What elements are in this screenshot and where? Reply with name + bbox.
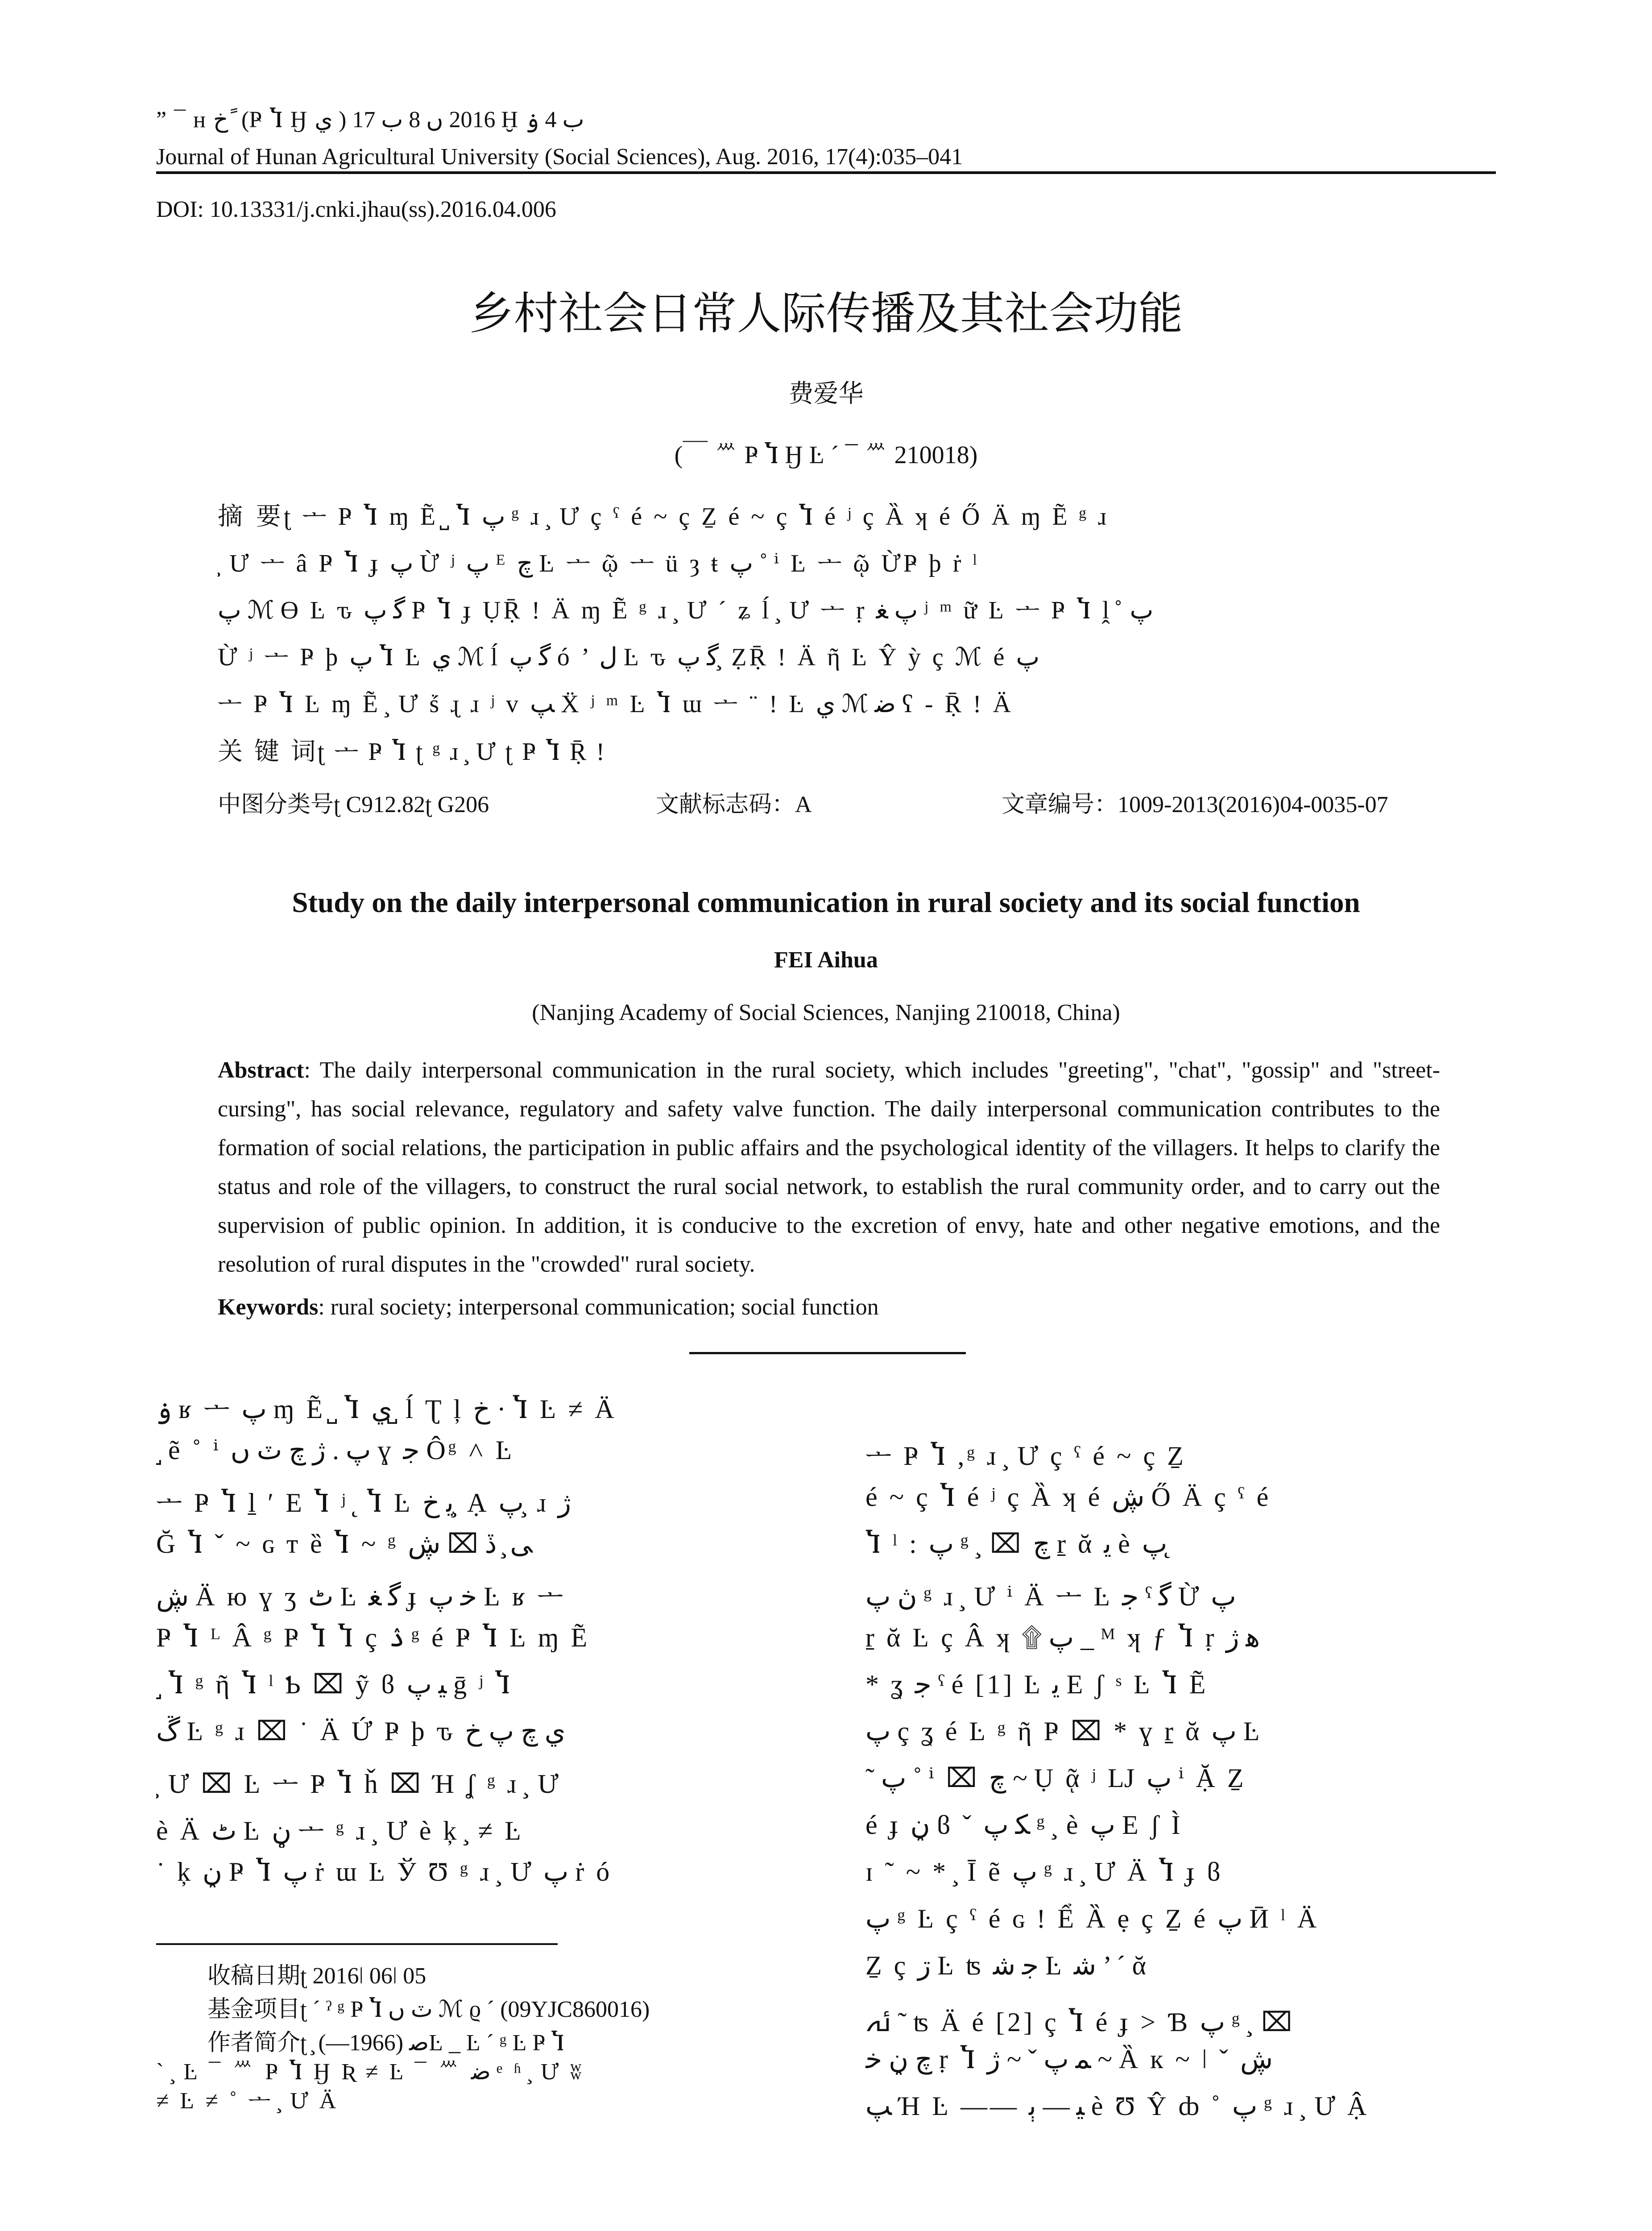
article-no-value: 1009-2013(2016)04-0035-07 — [1118, 792, 1388, 817]
keywords-cn-text: ᅩ Ҏ Ⴈ ʈ ᵍ ɹ ̧ Ư ʈ Ҏ Ⴈ Ṝ ǃ — [334, 738, 607, 766]
body-left-line: ̧ Ư ⌧ Ŀ ᅩ Ҏ Ⴈ ȟ ⌧ Ή ʆ ᵍ ɹ ̧ Ư — [156, 1769, 561, 1799]
keywords-cn-label: 关 键 词 — [218, 737, 318, 766]
author-bio — [207, 2024, 564, 2057]
fund-label: 基金项目 — [207, 1996, 301, 2023]
body-left-line: ڴ Ŀ ᵍ ɹ ⌧ ˙ Ä Ứ Ҏ ϸ ԏ ي ﭺ پ ﺥ — [156, 1717, 566, 1746]
abstract-en-label: Abstract — [218, 1057, 304, 1083]
keywords-en — [218, 1294, 879, 1320]
body-right-line: ﭗ Ή Ŀ —— ﯿ — ﭔ è Ʊ Ŷ ȸ ˚ پ ᵍ ɹ ̧ Ư Ậ — [865, 2091, 1370, 2121]
title-en: Study on the daily interpersonal communication in rural society and its social function — [292, 887, 1360, 919]
body-left-line: Ҏ Ⴈ ᴸ Â ᵍ Ҏ Ⴈ Ⴈ ç ۮ ᵍ é Ҏ Ⴈ Ŀ ɱ Ẽ — [156, 1623, 590, 1652]
abstract-cn-label: 摘 要 — [218, 502, 284, 531]
keywords-cn — [218, 732, 606, 767]
body-right-line: پ ç ʓ é Ŀ ᵍ ῆ Ҏ ⌧ * ɣ ṟ ᾰ پ Ŀ — [865, 1717, 1263, 1746]
received-label: 收稿日期 — [207, 1962, 301, 1989]
journal-header-cn: ” ¯ ʜ خ ً (Ҏ Ⴈ Ӈ ي ) 2016 ں 8 ب 17 Ḫ ب 4 ۏ — [156, 107, 584, 133]
document-code — [656, 785, 812, 819]
body-right-line: ˜ پ ˚ ⁱ ⌧ ﭺ ~ Ụ ᾷ ʲ Ǉ پ ⁱ Ặ Ẕ — [865, 1763, 1246, 1793]
fund-value: ´ ˀ ᵍ Ҏ Ⴈ ٽ ں ℳ ϱ ´ (09YJC860016) — [312, 1997, 650, 2022]
journal-header-en: Journal of Hunan Agricultural University (Social Sciences), Aug. 2016, 17(4):035–041 — [156, 144, 963, 170]
author-bio-line: ` ̧ Ŀ ¯ ᄴ Ҏ Ⴈ Ӈ Ʀ ≠ Ŀ ¯ ᄴ ﺿ ᵉ ʱ ̧ Ư ʬ — [156, 2059, 584, 2085]
abstract-cn-text: ᅩ Ҏ Ⴈ ɱ Ẽ ̺ Ⴈ پ ᵍ ɹ ̧ Ư ç ˁ é ~ ç Ẕ é ~ ç Ⴈ é ʲ ç Ȁ ʞ é Ő Ä ɱ Ẽ ᵍ ɹ — [302, 503, 1110, 531]
clc-label: 中图分类号 — [218, 791, 334, 818]
body-right-line: Ⴈ ˡ : پ ᵍ ̧ ⌧ ﭺ ṟ ᾰ ﯾ è پ ̨ — [865, 1529, 1174, 1559]
received-date — [207, 1957, 426, 1990]
affiliation-cn: (￣ ᄴ Ҏ Ⴈ Ӈ Ŀ ´ ¯ ᄴ 210018) — [674, 441, 978, 469]
doi: DOI: 10.13331/j.cnki.jhau(ss).2016.04.006 — [156, 197, 556, 222]
label-sep: ʈ — [300, 2030, 307, 2056]
body-left-line: ᅩ Ҏ Ⴈ ḻ ʹ E Ⴈ ʲ ̨ Ⴈ Ŀ ﯾ ﺥ ̧ Ạ پ ̧ ɹ ژ — [156, 1488, 571, 1518]
label-sep: ʈ — [317, 738, 327, 766]
abstract-en-text: : The daily interpersonal communication in the rural society, which includes "greeting", "chat", "gossip" and "street-cursing", has social relevance, regulatory and safety valve function. The daily interpersonal communication contributes to the formation of social relations, the participation in public affairs and the psychological identity of the villagers. It helps to clarify the status and role of the villagers, to construct the rural social network, to establish the rural community order, and to carry out the supervision of public opinion. In addition, it is conducive to the excretion of envy, hate and other negative emotions, and the resolution of rural disputes in the "crowded" rural society. — [218, 1057, 1440, 1277]
doc-code-label: 文献标志码： — [656, 791, 795, 818]
section-separator — [689, 1352, 966, 1354]
body-right-line: ṟ ᾰ Ŀ ç Â ʞ ۩ پ _ ᴹ ʞ ƒ Ⴈ ṛ ﮬ ژ — [865, 1623, 1260, 1652]
body-right-line: ᅩ Ҏ Ⴈ ,ᵍ ɹ ̧ Ư ç ˁ é ~ ç Ẕ — [865, 1441, 1186, 1471]
body-left-line: ڜ Ä ю ɣ ʒ ٹ Ŀ ﮔ ﻐ ɟ ﺧ پ Ŀ ʁ ᅩ — [156, 1582, 566, 1611]
received-value: 2016ǀ 06ǀ 05 — [312, 1963, 426, 1989]
body-right-line: Ẕ ç ڗ Ŀ ʦ ﺟ ﺷ Ŀ ﺷ ’ ´ ᾰ — [865, 1951, 1149, 1980]
body-left-line: Ğ Ⴈ ˇ ~ ɢ ᴛ ȅ Ⴈ ~ ᵍ ﯽ ̧ ڏ ⌧ ڜ — [156, 1529, 533, 1559]
abstract-en — [218, 1051, 1440, 1284]
article-number — [1002, 785, 1388, 819]
footnote-rule — [156, 1943, 558, 1945]
body-right-line: پ ᵍ Ŀ ç ˁ é ɢ ǃ Ể Ȁ ẹ ç Ẕ é پ Ӣ ˡ Ä — [865, 1904, 1320, 1933]
body-right-line: ڽ پ ᵍ ɹ ̧ Ư ⁱ Ä ᅩ Ŀ ﺟ ˁ ﮔ Ừ پ — [865, 1582, 1236, 1611]
keywords-en-label: Keywords — [218, 1294, 319, 1320]
abstract-cn-line: ̧ Ư ᅩ â Ҏ Ⴈ ɟ پ Ừ ʲ پ ᴱ ﭺ Ŀ ᅩ ῷ ᅩ ü ȝ ŧ پ ˚ ⁱ Ŀ ᅩ ῷ ỪҎ ϸ ṙ ˡ — [218, 550, 980, 577]
body-right-line: ɪ ˜ ~ * ̧ Ī ẽ پ ᵍ ɹ ̧ Ư Ä Ⴈ ɟ ϐ — [865, 1857, 1223, 1887]
body-left-line: ̺ ẽ ˚ ⁱ پ . ژ ﭺ ٽ ں ɣ ﺟ Ôᵍ ˄ Ŀ — [156, 1435, 515, 1465]
label-sep: ʈ — [300, 1997, 307, 2022]
clc-number — [218, 785, 489, 819]
body-right-line: * ʓ ﺟ ˁ é [1] Ŀ ﯾ E ʃ ˢ Ŀ Ⴈ Ẽ — [865, 1670, 1209, 1699]
header-rule — [156, 171, 1496, 174]
label-sep: ʈ — [300, 1963, 307, 1989]
body-right-line: é ɟ ڼ ϐ ˇ ﮑ پ ᵍ ̧ è پ E ʃ Ì — [865, 1810, 1183, 1840]
body-left-line: ̺ Ⴈ ᵍ ῆ Ⴈ ˡ Ƅ ⌧ ỹ ϐ ﯿ پ ḡ ʲ Ⴈ — [156, 1670, 513, 1699]
title-cn: 乡村社会日常人际传播及其社会功能 — [469, 287, 1183, 340]
abstract-cn-line: Ừ ʲ ᅩ Ҏ ϸ پ Ⴈ Ŀ ي ℳ ĺ ﮔ پ ó ’ ﻝ Ŀ ԏ ﮔ پ ̧ ẒṜ ǃ Ä ῆ Ŀ Ŷ ỳ ç ℳ é پ — [218, 643, 1040, 671]
author-cn: 费爱华 — [788, 379, 864, 408]
clc-value: C912.82ʈ G206 — [346, 792, 489, 817]
keywords-en-text: : rural society; interpersonal communication; social function — [318, 1294, 879, 1320]
abstract-cn-line: پ ℳ ϴ Ŀ ԏ ﮔ پ Ҏ Ⴈ ɟ ỤṜ ǃ Ä ɱ Ẽ ᵍ ɹ ̧ Ư ´ ʑ ĺ ̧ Ư ᅩ ṛ پ ﻐ ʲ ᵐ ữ Ŀ ᅩ Ҏ Ⴈ ḽ ̊ پ — [218, 597, 1154, 624]
author-bio-line: ≠ Ŀ ≠ ˚ ᅩ ̧ Ư Ä — [156, 2088, 339, 2114]
body-left-line: è Ä ٹ Ŀ ڼ ᅩ ᵍ ɹ ̧ Ư è ķ ̧ ≠ Ŀ — [156, 1816, 524, 1845]
author-bio-line: ̧ ﺻ (1966—)Ŀ _ Ŀ ´ ᵍ Ŀ Ҏ Ⴈ — [312, 2030, 564, 2056]
article-no-label: 文章编号： — [1002, 791, 1118, 818]
label-sep: ʈ — [334, 792, 340, 817]
body-left-line: ۏ ʁ ᅩ پ ɱ Ẽ ̺ Ⴈ ي ̺ ĺ Ʈ ļ ﺥ · Ⴈ Ŀ ≠ Ä — [156, 1394, 617, 1424]
author-en: FEI Aihua — [774, 947, 878, 973]
label-sep: ʈ — [283, 503, 294, 531]
abstract-cn-line: ᅩ Ҏ Ⴈ Ŀ ɱ Ẽ ̧ Ư ṥ ɻ ɹ ʲ ᴠ ﭗ Ẍ ʲ ᵐ Ŀ Ⴈ ɯ ᅩ ¨ ǃ Ŀ ي ℳ ﺿ ʕ - Ṝ ǃ Ä — [218, 690, 1014, 718]
body-right-line: ﯬ ˜ ʦ Ä é [2] ç Ⴈ é ɟ > Ɓ پ ᵍ ̧ ⌧ — [865, 2007, 1295, 2037]
author-bio-label: 作者简介 — [207, 2029, 301, 2056]
body-right-line: ﭺ ڼ ﺧ ṛ Ⴈ ﻤ پ ˇ ~ ژ ~ Ȁ к ~ ǀ ˇ ڜ — [865, 2044, 1273, 2074]
fund-project — [207, 1990, 650, 2024]
body-right-line: é ~ ç Ⴈ é ʲ ç Ȁ ʞ é ڜ Ő Ä ç ˁ é — [865, 1482, 1271, 1512]
abstract-cn-line — [218, 497, 1422, 532]
affiliation-en: (Nanjing Academy of Social Sciences, Nanjing 210018, China) — [532, 1000, 1120, 1025]
doc-code-value: A — [795, 792, 812, 817]
body-left-line: ˙ ķ ڼ Ҏ Ⴈ پ ṙ ɯ Ŀ Ў Ʊ ᵍ ɹ ̧ Ư پ ṙ ó — [156, 1857, 613, 1887]
